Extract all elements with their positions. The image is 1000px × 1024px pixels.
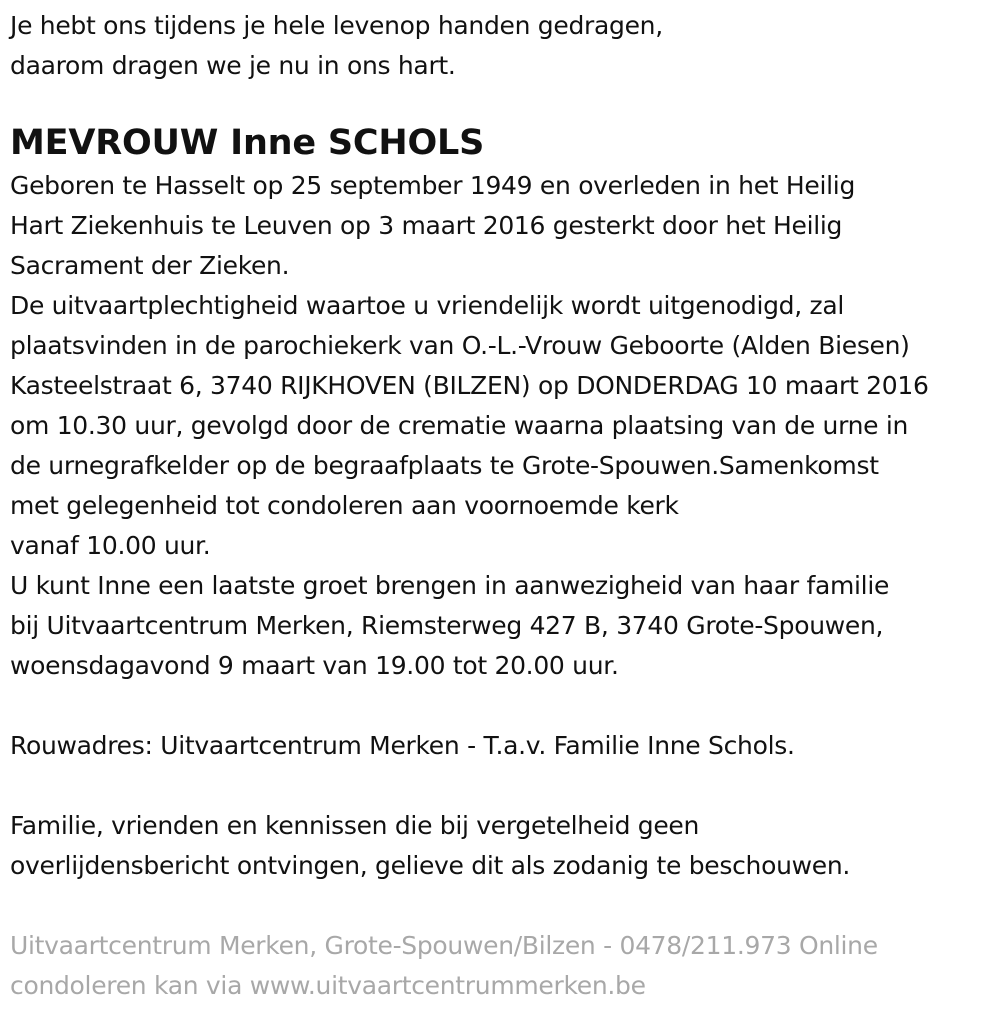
funeral-home-footer: [10, 926, 996, 1006]
footer-line: Uitvaartcentrum Merken, Grote-Spouwen/Bilzen - 0478/211.973 Online: [10, 931, 878, 960]
body-line: Sacrament der Zieken.: [10, 251, 290, 280]
motto: [10, 6, 996, 86]
body-line: bij Uitvaartcentrum Merken, Riemsterweg 427 B, 3740 Grote-Spouwen,: [10, 611, 884, 640]
notice-line: overlijdensbericht ontvingen, gelieve dit als zodanig te beschouwen.: [10, 851, 851, 880]
body-line: Geboren te Hasselt op 25 september 1949 en overleden in het Heilig: [10, 171, 856, 200]
body-line: om 10.30 uur, gevolgd door de crematie waarna plaatsing van de urne in: [10, 411, 909, 440]
deceased-name: MEVROUW Inne SCHOLS: [10, 123, 485, 163]
notice-line: Familie, vrienden en kennissen die bij vergetelheid geen: [10, 811, 700, 840]
body-line: De uitvaartplechtigheid waartoe u vriendelijk wordt uitgenodigd, zal: [10, 291, 845, 320]
obituary-document: [10, 6, 996, 1006]
body-line: plaatsvinden in de parochiekerk van O.-L.-Vrouw Geboorte (Alden Biesen): [10, 331, 910, 360]
announcement-body: [10, 166, 996, 686]
notice: [10, 806, 996, 886]
body-line: de urnegrafkelder op de begraafplaats te Grote-Spouwen.Samenkomst: [10, 451, 879, 480]
motto-line: Je hebt ons tijdens je hele levenop handen gedragen,: [10, 11, 663, 40]
mourning-address: Rouwadres: Uitvaartcentrum Merken - T.a.v. Familie Inne Schols.: [10, 731, 795, 760]
body-line: U kunt Inne een laatste groet brengen in aanwezigheid van haar familie: [10, 571, 890, 600]
motto-line: daarom dragen we je nu in ons hart.: [10, 51, 456, 80]
body-line: Hart Ziekenhuis te Leuven op 3 maart 2016 gesterkt door het Heilig: [10, 211, 843, 240]
body-line: met gelegenheid tot condoleren aan voornoemde kerk: [10, 491, 679, 520]
body-line: Kasteelstraat 6, 3740 RIJKHOVEN (BILZEN) op DONDERDAG 10 maart 2016: [10, 371, 929, 400]
footer-line: condoleren kan via www.uitvaartcentrummerken.be: [10, 971, 646, 1000]
body-line: vanaf 10.00 uur.: [10, 531, 211, 560]
body-line: woensdagavond 9 maart van 19.00 tot 20.00 uur.: [10, 651, 619, 680]
